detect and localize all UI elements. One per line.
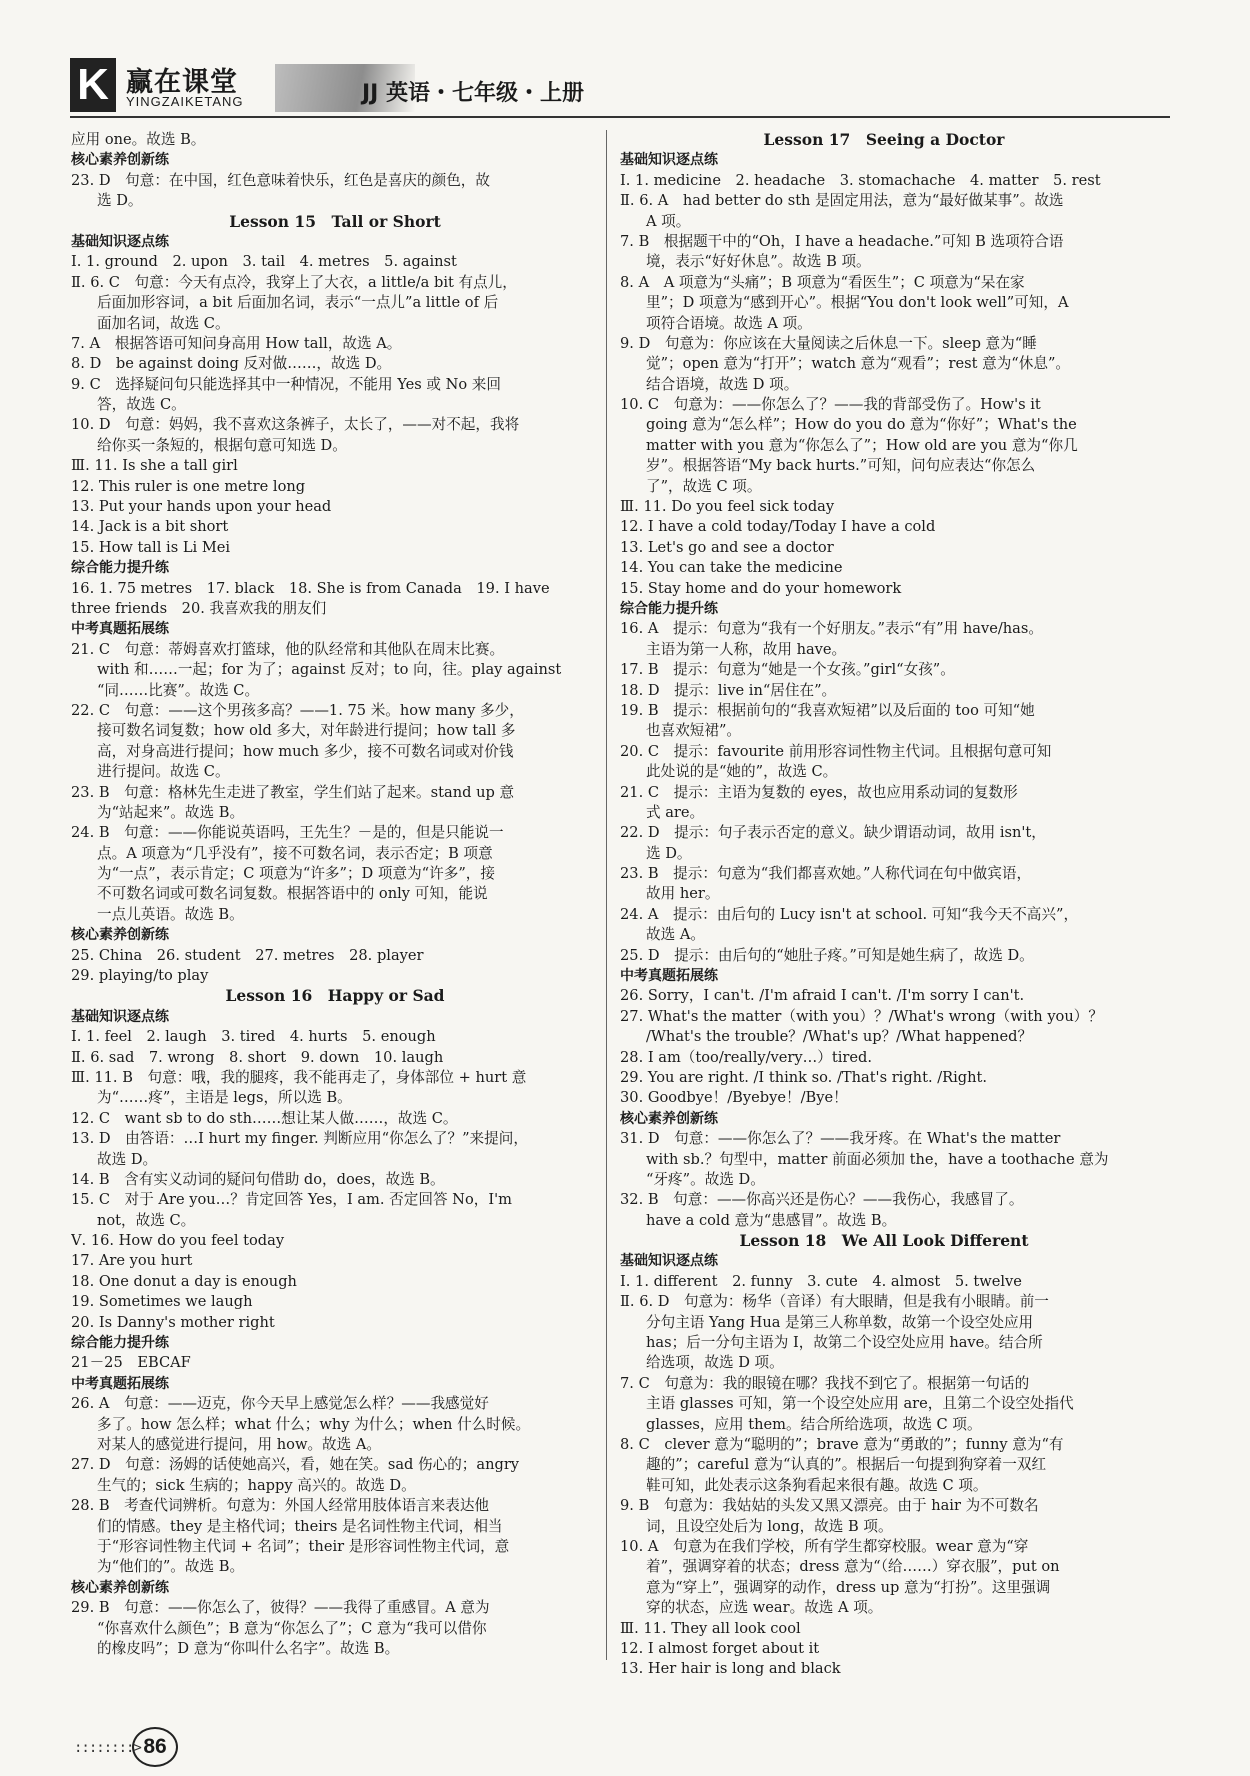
answer-line: 15. C 对于 Are you…？肯定回答 Yes，I am. 否定回答 No，I'm — [71, 1191, 512, 1209]
answer-line-continuation: matter with you 意为“你怎么了”；How old are you 意为“你几 — [646, 436, 1078, 454]
answer-line: 25. D 提示：由后句的“她肚子疼。”可知是她生病了，故选 D。 — [620, 946, 1034, 964]
answer-line: 32. B 句意：——你高兴还是伤心？——我伤心，我感冒了。 — [620, 1191, 1024, 1209]
answer-line: Ⅱ. 6. sad 7. wrong 8. short 9. down 10. laugh — [71, 1048, 444, 1066]
answer-line-continuation: 选 D。 — [97, 192, 143, 210]
right-column — [620, 130, 1148, 1680]
answer-line-continuation: 高，对身高进行提问；how much 多少，接不可数名词或对价钱 — [97, 742, 514, 760]
answer-line: 应用 one。故选 B。 — [71, 131, 206, 148]
answer-line-continuation: /What's the trouble？/What's up？/What happened？ — [646, 1028, 1033, 1046]
answer-line-continuation: going 意为“怎么样”；How do you do 意为“你好”；What's the — [646, 416, 1077, 434]
answer-line-continuation: 给选项，故选 D 项。 — [646, 1354, 784, 1372]
answer-line: 12. C want sb to do sth……想让某人做……，故选 C。 — [71, 1109, 458, 1127]
footer-arrow-icon: ::::::::> — [74, 1740, 141, 1756]
answer-line: 15. How tall is Li Mei — [71, 538, 231, 556]
answer-line: 18. One donut a day is enough — [71, 1272, 297, 1290]
answer-line-continuation: 生气的；sick 生病的；happy 高兴的。故选 D。 — [97, 1476, 416, 1494]
answer-line-continuation: 为“一点”，表示肯定；C 项意为“许多”；D 项意为“许多”，接 — [97, 865, 495, 883]
answer-line-continuation: 为“……疼”，主语是 legs，所以选 B。 — [97, 1089, 352, 1107]
answer-line-continuation: 也喜欢短裙”。 — [646, 722, 742, 740]
answer-line: 14. You can take the medicine — [620, 559, 843, 577]
answer-line-continuation: 里”；D 项意为“感到开心”。根据“You don't look well”可知，A — [646, 294, 1069, 312]
answer-line-continuation: 后面加形容词，a bit 后面加名词，表示“一点儿”a little of 后 — [97, 294, 499, 312]
answer-line: 29. playing/to play — [71, 967, 209, 985]
answer-line-continuation: not，故选 C。 — [97, 1211, 196, 1229]
answer-line-continuation: 主语为第一人称，故用 have。 — [646, 640, 847, 658]
answer-line-continuation: 境，表示“好好休息”。故选 B 项。 — [646, 253, 871, 271]
answer-line-continuation: 选 D。 — [646, 844, 692, 862]
answer-line: 23. B 句意：格林先生走进了教室，学生们站了起来。stand up 意 — [71, 783, 515, 801]
answer-line: 29. You are right. /I think so. /That's right. /Right. — [620, 1068, 988, 1086]
answer-line: 24. A 提示：由后句的 Lucy isn't at school. 可知“我今天不高兴”， — [620, 905, 1079, 923]
answer-line-continuation: 意为“穿上”，强调穿的动作，dress up 意为“打扮”。这里强调 — [646, 1578, 1051, 1596]
answer-line-continuation: 故选 D。 — [97, 1150, 158, 1168]
answer-line: 20. C 提示：favourite 前用形容词性物主代词。且根据句意可知 — [620, 742, 1052, 760]
lesson-title: Lesson 15 Tall or Short — [229, 211, 441, 231]
answer-line: 7. B 根据题干中的“Oh，I have a headache.”可知 B 选项符合语 — [620, 232, 1064, 250]
answer-line: three friends 20. 我喜欢我的朋友们 — [71, 599, 327, 617]
answer-line-continuation: 进行提问。故选 C。 — [97, 763, 230, 781]
answer-line: Ⅲ. 11. Is she a tall girl — [71, 457, 238, 475]
answer-line: 21－25 EBCAF — [71, 1354, 191, 1372]
answer-line: 7. A 根据答语可知问身高用 How tall，故选 A。 — [71, 334, 402, 352]
section-heading: 基础知识逐点练 — [71, 1008, 169, 1025]
answer-line-continuation: 项符合语境。故选 A 项。 — [646, 314, 812, 332]
answer-line-continuation: 对某人的感觉进行提问，用 how。故选 A。 — [97, 1436, 381, 1453]
answer-line: 22. C 句意：——这个男孩多高？——1. 75 米。how many 多少， — [71, 701, 524, 719]
section-heading: 中考真题拓展练 — [620, 968, 718, 985]
answer-line: 23. B 提示：句意为“我们都喜欢她。”人称代词在句中做宾语， — [620, 865, 1032, 883]
answer-line-continuation: 结合语境，故选 D 项。 — [646, 375, 799, 393]
answer-line-continuation: 故用 her。 — [646, 885, 720, 903]
lesson-title: Lesson 17 Seeing a Doctor — [763, 130, 1005, 149]
answer-line: 31. D 句意：——你怎么了？——我牙疼。在 What's the matter — [620, 1130, 1061, 1148]
answer-line-continuation: 为“站起来”。故选 B。 — [97, 803, 245, 821]
answer-line-continuation: 分句主语 Yang Hua 是第三人称单数，故第一个设空处应用 — [646, 1313, 1034, 1331]
page-number: 86 — [132, 1727, 178, 1767]
answer-line-continuation: 鞋可知，此处表示这条狗看起来很有趣。故选 C 项。 — [646, 1476, 988, 1494]
answer-line-continuation: 的橡皮吗”；D 意为“你叫什么名字”。故选 B。 — [97, 1639, 400, 1657]
answer-line: 17. Are you hurt — [71, 1252, 193, 1270]
section-heading: 综合能力提升练 — [620, 600, 718, 617]
answer-line: 12. I have a cold today/Today I have a cold — [620, 518, 936, 536]
answer-line-continuation: 接可数名词复数；how old 多大，对年龄进行提问；how tall 多 — [97, 722, 516, 740]
answer-line: 22. D 提示：句子表示否定的意义。缺少谓语动词，故用 isn't， — [620, 824, 1046, 842]
answer-line: 26. Sorry，I can't. /I'm afraid I can't. /I'm sorry I can't. — [620, 987, 1025, 1005]
section-heading: 核心素养创新练 — [620, 1110, 718, 1127]
answer-line-continuation: 故选 A。 — [646, 926, 705, 944]
answer-line: 14. B 含有实义动词的疑问句借助 do，does，故选 B。 — [71, 1170, 445, 1188]
answer-line: 12. This ruler is one metre long — [71, 477, 306, 495]
answer-line: 10. A 句意为在我们学校，所有学生都穿校服。wear 意为“穿 — [620, 1537, 1029, 1555]
answer-line: Ⅰ. 1. feel 2. laugh 3. tired 4. hurts 5. enough — [71, 1028, 436, 1046]
answer-line-continuation: 岁”。根据答语“My back hurts.”可知，问句应表达“你怎么 — [646, 457, 1036, 475]
section-heading: 基础知识逐点练 — [71, 233, 169, 250]
section-heading: 中考真题拓展练 — [71, 1375, 169, 1392]
answer-line-continuation: 点。A 项意为“几乎没有”，接不可数名词，表示否定；B 项意 — [97, 844, 493, 862]
answer-line-continuation: 一点儿英语。故选 B。 — [97, 905, 244, 923]
answer-line: 13. Put your hands upon your head — [71, 498, 332, 516]
answer-line: 21. C 提示：主语为复数的 eyes，故也应用系动词的复数形 — [620, 783, 1018, 801]
answer-line-continuation: “你喜欢什么颜色”；B 意为“你怎么了”；C 意为“我可以借你 — [97, 1619, 487, 1637]
answer-line-continuation: 式 are。 — [646, 803, 705, 821]
section-heading: 综合能力提升练 — [71, 560, 169, 577]
answer-line-continuation: “同……比赛”。故选 C。 — [97, 681, 260, 699]
section-heading: 核心素养创新练 — [71, 927, 169, 944]
answer-line: Ⅴ. 16. How do you feel today — [71, 1232, 285, 1250]
answer-line: 18. D 提示：live in“居住在”。 — [620, 681, 837, 699]
book-title: JJ 英语・七年级・上册 — [362, 81, 585, 106]
answer-line: 23. D 句意：在中国，红色意味着快乐，红色是喜庆的颜色，故 — [71, 171, 490, 189]
answer-line-continuation: 为“他们的”。故选 B。 — [97, 1558, 245, 1576]
answer-line: 9. D 句意为：你应该在大量阅读之后休息一下。sleep 意为“睡 — [620, 334, 1037, 352]
answer-line: 26. A 句意：——迈克，你今天早上感觉怎么样？——我感觉好 — [71, 1395, 489, 1413]
answer-line: 27. D 句意：汤姆的话使她高兴，看，她在笑。sad 伤心的；angry — [71, 1456, 520, 1474]
answer-line: 29. B 句意：——你怎么了，彼得？——我得了重感冒。A 意为 — [71, 1599, 490, 1617]
answer-line: 10. C 句意为：——你怎么了？——我的背部受伤了。How's it — [620, 396, 1041, 414]
answer-line-continuation: with sb.？句型中，matter 前面必须加 the，have a toothache 意为 — [646, 1150, 1109, 1168]
answer-line: 28. I am（too/really/very…）tired. — [620, 1048, 872, 1066]
answer-line: Ⅱ. 6. A had better do sth 是固定用法，意为“最好做某事”。故选 — [620, 192, 1064, 210]
answer-line: 9. C 选择疑问句只能选择其中一种情况，不能用 Yes 或 No 来回 — [71, 375, 501, 393]
answer-line: 12. I almost forget about it — [620, 1639, 820, 1657]
answer-line: 8. C clever 意为“聪明的”；brave 意为“勇敢的”；funny 意为“有 — [620, 1436, 1064, 1453]
header-rule — [70, 116, 1170, 118]
lesson-title: Lesson 18 We All Look Different — [739, 1231, 1029, 1251]
answer-line: Ⅰ. 1. different 2. funny 3. cute 4. almost 5. twelve — [620, 1272, 1022, 1290]
answer-line: 19. Sometimes we laugh — [71, 1293, 253, 1311]
answer-line: Ⅰ. 1. medicine 2. headache 3. stomachache 4. matter 5. rest — [620, 171, 1101, 189]
section-heading: 基础知识逐点练 — [620, 1253, 718, 1270]
answer-line: 16. 1. 75 metres 17. black 18. She is from Canada 19. I have — [71, 579, 550, 597]
section-heading: 综合能力提升练 — [71, 1335, 169, 1352]
section-heading: 基础知识逐点练 — [620, 152, 718, 169]
answer-line-continuation: 觉”；open 意为“打开”；watch 意为“观看”；rest 意为“休息”。 — [646, 355, 1070, 373]
answer-line: Ⅱ. 6. D 句意为：杨华（音译）有大眼睛，但是我有小眼睛。前一 — [620, 1293, 1049, 1311]
answer-line: 30. Goodbye！/Byebye！/Bye！ — [620, 1089, 848, 1107]
answer-line-continuation: “牙疼”。故选 D。 — [646, 1170, 765, 1188]
answer-line-continuation: 们的情感。they 是主格代词；theirs 是名词性物主代词，相当 — [97, 1517, 503, 1535]
answer-line: 9. B 句意为：我姑姑的头发又黑又漂亮。由于 hair 为不可数名 — [620, 1497, 1039, 1515]
answer-line: 16. A 提示：句意为“我有一个好朋友。”表示“有”用 have/has。 — [620, 620, 1043, 638]
answer-line: Ⅲ. 11. B 句意：哦，我的腿疼，我不能再走了，身体部位 + hurt 意 — [71, 1068, 527, 1086]
answer-line: 14. Jack is a bit short — [71, 518, 229, 536]
answer-line: Ⅱ. 6. C 句意：今天有点冷，我穿上了大衣，a little/a bit 有点儿， — [71, 273, 517, 291]
brand-logo-icon: K — [70, 58, 116, 112]
answer-line-continuation: 穿的状态，应选 wear。故选 A 项。 — [646, 1599, 883, 1617]
answer-line: 21. C 句意：蒂姆喜欢打篮球，他的队经常和其他队在周末比赛。 — [71, 640, 505, 658]
answer-line: 10. D 句意：妈妈，我不喜欢这条裤子，太长了，——对不起，我将 — [71, 416, 520, 434]
left-column — [71, 130, 599, 1659]
answer-line-continuation: 面加名词，故选 C。 — [97, 314, 230, 332]
answer-line-continuation: has；后一分句主语为 I，故第二个设空处应用 have。结合所 — [646, 1334, 1043, 1352]
answer-line-continuation: 词，且设空处后为 long，故选 B 项。 — [646, 1517, 893, 1535]
answer-line-continuation: 趣的”；careful 意为“认真的”。根据后一句提到狗穿着一双红 — [646, 1456, 1047, 1474]
answer-line: Ⅲ. 11. Do you feel sick today — [620, 498, 835, 516]
answer-line: Ⅰ. 1. ground 2. upon 3. tail 4. metres 5. against — [71, 253, 457, 271]
brand-name: 赢在课堂 — [126, 67, 238, 98]
section-heading: 中考真题拓展练 — [71, 621, 169, 638]
answer-line-continuation: glasses，应用 them。结合所给选项，故选 C 项。 — [646, 1415, 982, 1433]
answer-line: 13. Her hair is long and black — [620, 1660, 841, 1678]
answer-line: 20. Is Danny's mother right — [71, 1313, 275, 1331]
answer-line-continuation: 主语 glasses 可知，第一个设空处应用 are，且第二个设空处指代 — [646, 1395, 1074, 1413]
answer-line-continuation: 给你买一条短的，根据句意可知选 D。 — [97, 436, 347, 454]
answer-line: 13. Let's go and see a doctor — [620, 538, 834, 556]
lesson-title: Lesson 16 Happy or Sad — [225, 986, 445, 1006]
answer-line: 8. A A 项意为“头痛”；B 项意为“看医生”；C 项意为“呆在家 — [620, 273, 1025, 291]
answer-line: 28. B 考查代词辨析。句意为：外国人经常用肢体语言来表达他 — [71, 1497, 490, 1515]
answer-line-continuation: 不可数名词或可数名词复数。根据答语中的 only 可知，能说 — [97, 885, 488, 903]
answer-line: 25. China 26. student 27. metres 28. player — [71, 946, 424, 964]
brand-pinyin: YINGZAIKETANG — [126, 94, 244, 109]
answer-line-continuation: with 和……一起；for 为了；against 反对；to 向，往。play against — [97, 661, 562, 679]
answer-line: 17. B 提示：句意为“她是一个女孩。”girl“女孩”。 — [620, 661, 955, 679]
section-heading: 核心素养创新练 — [71, 1579, 169, 1596]
answer-line: 8. D be against doing 反对做……，故选 D。 — [71, 355, 392, 373]
answer-line-continuation: 于“形容词性物主代词 + 名词”；their 是形容词性物主代词，意 — [97, 1537, 510, 1555]
answer-line-continuation: A 项。 — [646, 212, 691, 230]
answer-line-continuation: 了”，故选 C 项。 — [646, 477, 762, 495]
section-heading: 核心素养创新练 — [71, 152, 169, 169]
answer-line-continuation: 此处说的是“她的”，故选 C。 — [646, 763, 838, 781]
answer-line: 27. What's the matter（with you）？/What's wrong（with you）？ — [620, 1007, 1103, 1025]
answer-line-continuation: 多了。how 怎么样；what 什么；why 为什么；when 什么时候。 — [97, 1415, 531, 1433]
answer-line: 19. B 提示：根据前句的“我喜欢短裙”以及后面的 too 可知“她 — [620, 701, 1035, 719]
page-header — [70, 58, 1170, 118]
answer-line: 7. C 句意为：我的眼镜在哪？我找不到它了。根据第一句话的 — [620, 1374, 1030, 1392]
answer-line: Ⅲ. 11. They all look cool — [620, 1619, 801, 1637]
answer-line-continuation: 答，故选 C。 — [97, 396, 186, 414]
answer-line: 15. Stay home and do your homework — [620, 579, 902, 597]
answer-line-continuation: 着”，强调穿着的状态；dress 意为“（给……）穿衣服”，put on — [646, 1558, 1060, 1576]
answer-line: 24. B 句意：——你能说英语吗，王先生？－是的，但是只能说一 — [71, 824, 504, 842]
answer-line-continuation: have a cold 意为“患感冒”。故选 B。 — [646, 1211, 897, 1229]
column-divider — [606, 130, 607, 1660]
answer-line: 13. D 由答语：…I hurt my finger. 判断应用“你怎么了？”来提问， — [71, 1130, 528, 1148]
